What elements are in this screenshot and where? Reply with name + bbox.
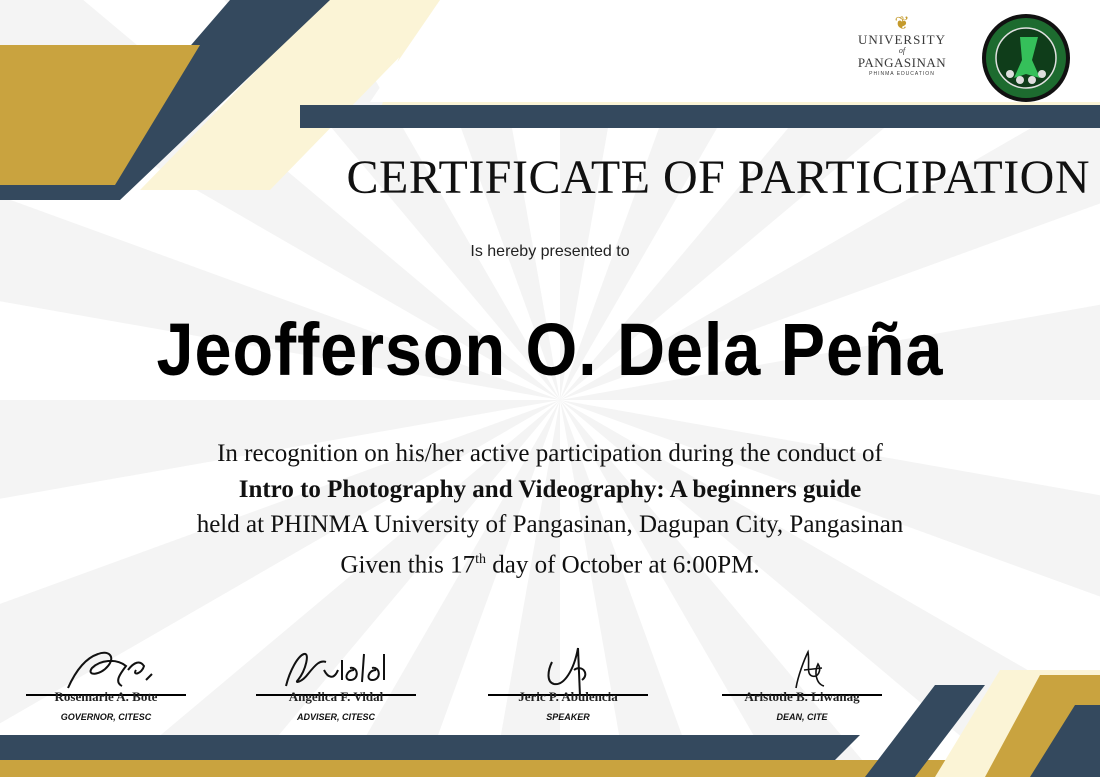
signatory-name: Jeric P. Abulencia	[518, 689, 618, 704]
college-seal-icon	[980, 12, 1072, 104]
crest-icon: ❦	[894, 13, 910, 33]
signatory-1	[16, 640, 196, 722]
signatory-name: Aristotle B. Liwanag	[744, 689, 860, 704]
presented-to-text	[0, 243, 1100, 261]
signature-2	[246, 640, 426, 696]
date-text	[0, 544, 1100, 581]
signatory-name: Angelica F. Vidal	[288, 689, 384, 704]
signatory-name: Rosemarie A. Bote	[54, 689, 158, 704]
signatory-role: GOVERNOR, CITESC	[60, 712, 152, 722]
signature-4	[712, 640, 892, 696]
certificate-title: CERTIFICATE OF PARTICIPATION	[346, 151, 1090, 204]
presented-to-label: Is hereby presented to	[470, 243, 630, 260]
university-logo	[852, 14, 952, 94]
signature-3	[478, 640, 658, 696]
date-rest: day of October at 6:00PM.	[486, 551, 760, 579]
date-prefix: Given this 17	[340, 551, 476, 579]
signatory-role: DEAN, CITE	[776, 712, 828, 722]
signatory-role: ADVISER, CITESC	[296, 712, 375, 722]
signatory-4	[712, 640, 892, 722]
recognition-text: In recognition on his/her active participation during the conduct of	[217, 440, 883, 467]
signature-1	[16, 640, 196, 696]
signatory-3	[478, 640, 658, 722]
logo-text-university: UNIVERSITY	[858, 32, 946, 47]
date-ordinal: th	[475, 552, 487, 567]
logo-text-phinma: PHINMA EDUCATION	[869, 71, 935, 77]
signatory-2	[246, 640, 426, 722]
recipient-name: Jeofferson O. Dela Peña	[156, 308, 944, 391]
logo-text-pangasinan: PANGASINAN	[857, 55, 947, 70]
event-title: Intro to Photography and Videography: A beginners guide	[238, 476, 862, 503]
signatory-role: SPEAKER	[546, 712, 590, 722]
venue-text: held at PHINMA University of Pangasinan, Dagupan City, Pangasinan	[196, 511, 904, 538]
logo-text-of: of	[898, 46, 906, 55]
